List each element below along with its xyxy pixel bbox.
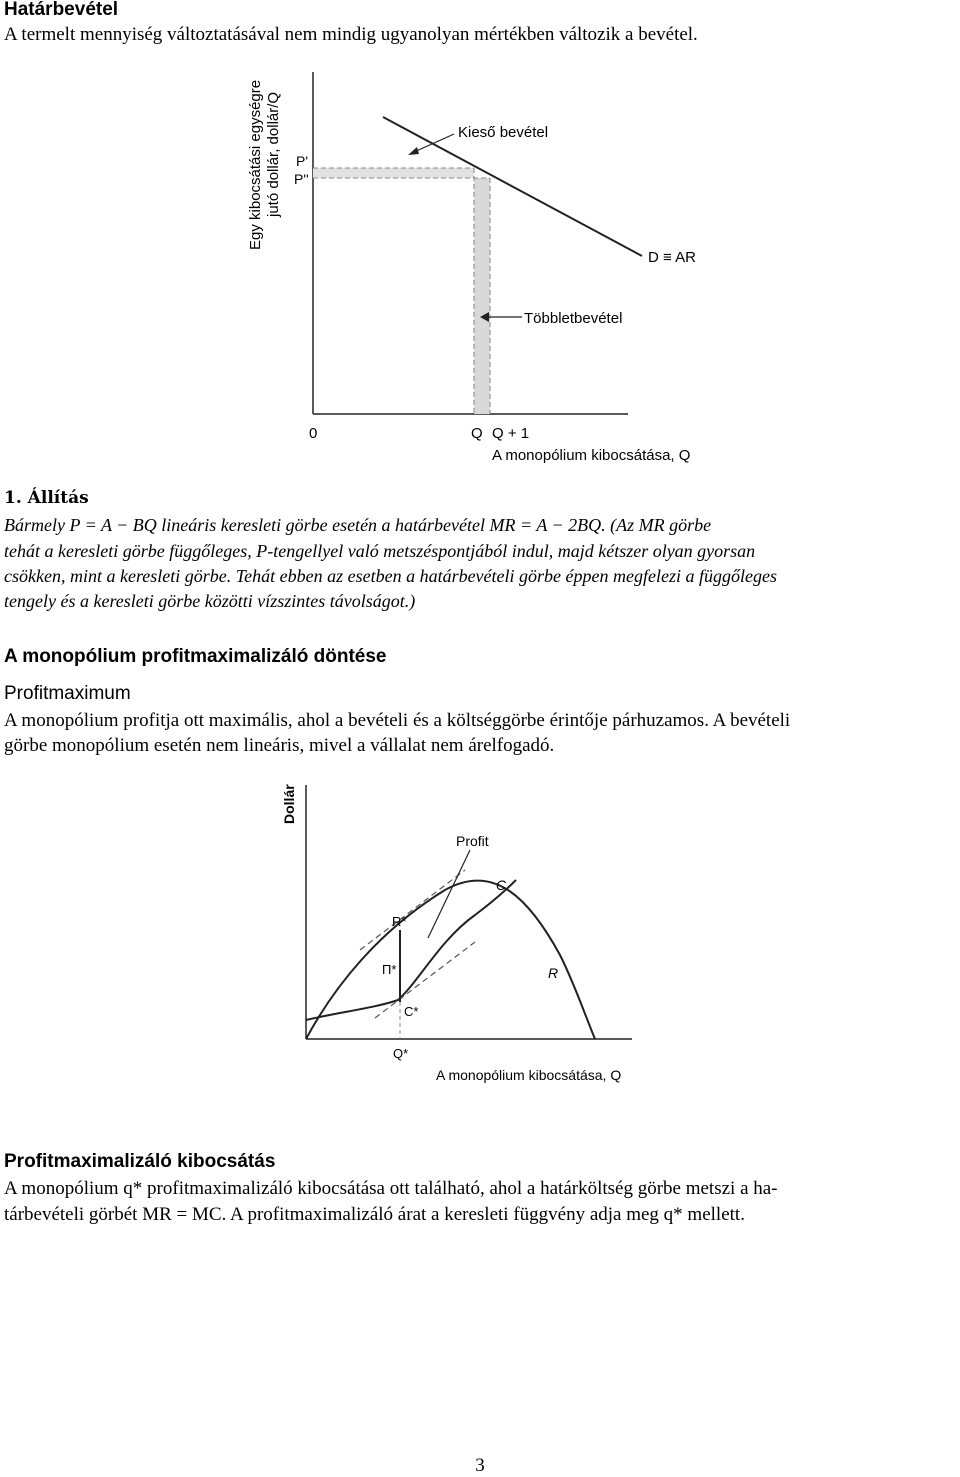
- heading-profit-output: Profitmaximalizáló kibocsátás: [4, 1151, 276, 1172]
- profit-paragraph-line-2: görbe monopólium esetén nem lineáris, mivel a vállalat nem árelfogadó.: [4, 735, 555, 756]
- origin-label: 0: [309, 425, 318, 442]
- lost-revenue-area: [313, 168, 474, 178]
- cost-curve-label: C: [496, 877, 507, 893]
- profit-star-label: Π*: [382, 962, 397, 977]
- claim-heading: 1. Állítás: [4, 488, 89, 508]
- quantity-q1-label: Q + 1: [492, 425, 530, 442]
- quantity-q-label: Q: [471, 425, 483, 442]
- price-p2-label: P'': [294, 171, 309, 187]
- x-axis-label: A monopólium kibocsátása, Q: [492, 447, 691, 464]
- c-star-label: C*: [404, 1004, 419, 1019]
- output-paragraph-line-1: A monopólium q* profitmaximalizáló kibocsátása ott található, ahol a határköltség görbe metszi a ha-: [4, 1178, 778, 1199]
- r-star-label: R*: [392, 914, 407, 929]
- profit-paragraph-line-1: A monopólium profitja ott maximális, ahol a bevételi és a költséggörbe érintője párhuzamos. A bevételi: [4, 710, 791, 731]
- y-axis-label: Dollár: [281, 784, 297, 824]
- demand-curve-label: D ≡ AR: [648, 249, 696, 266]
- subheading-profitmaximum: Profitmaximum: [4, 683, 131, 704]
- cost-tangent: [375, 942, 475, 1018]
- cost-curve: [306, 880, 516, 1020]
- heading-hatarbevetel: Határbevétel: [4, 0, 119, 20]
- revenue-curve: [306, 881, 595, 1039]
- claim-line-2: tehát a keresleti görbe függőleges, P-tengellyel való metszéspontjából indul, majd kétszer olyan gyorsan: [4, 541, 756, 561]
- y-axis-label-line1: Egy kibocsátási egységre: [247, 79, 264, 250]
- q-star-label: Q*: [393, 1046, 409, 1061]
- price-p1-label: P': [296, 153, 309, 169]
- page-number: 3: [475, 1455, 485, 1476]
- profit-maximum-figure: [270, 780, 670, 1090]
- output-paragraph-line-2: tárbevételi görbét MR = MC. A profitmaximalizáló árat a keresleti függvény adja meg q* mellett.: [4, 1204, 745, 1225]
- lost-revenue-label: Kieső bevétel: [458, 124, 549, 141]
- claim-line-1: Bármely P = A − BQ lineáris keresleti görbe esetén a határbevétel MR = A − 2BQ. (Az MR görbe: [4, 515, 712, 535]
- heading-profit-decision: A monopólium profitmaximalizáló döntése: [4, 646, 387, 667]
- extra-revenue-area: [474, 178, 490, 414]
- arrowhead-icon: [408, 147, 419, 155]
- revenue-curve-label: R: [548, 965, 559, 981]
- claim-line-4: tengely és a keresleti görbe közötti vízszintes távolságot.): [4, 591, 416, 611]
- profit-label: Profit: [456, 833, 489, 849]
- claim-line-3: csökken, mint a keresleti görbe. Tehát ebben az esetben a határbevételi görbe éppen megfelezi a függőleges: [4, 566, 777, 586]
- x-axis-label: A monopólium kibocsátása, Q: [436, 1067, 622, 1083]
- marginal-revenue-figure: [230, 62, 750, 472]
- y-axis-label-line2: jutó dollár, dollár/Q: [265, 91, 282, 217]
- extra-revenue-label: Többletbevétel: [524, 310, 623, 327]
- intro-paragraph: A termelt mennyiség változtatásával nem mindig ugyanolyan mértékben változik a bevétel.: [4, 24, 698, 45]
